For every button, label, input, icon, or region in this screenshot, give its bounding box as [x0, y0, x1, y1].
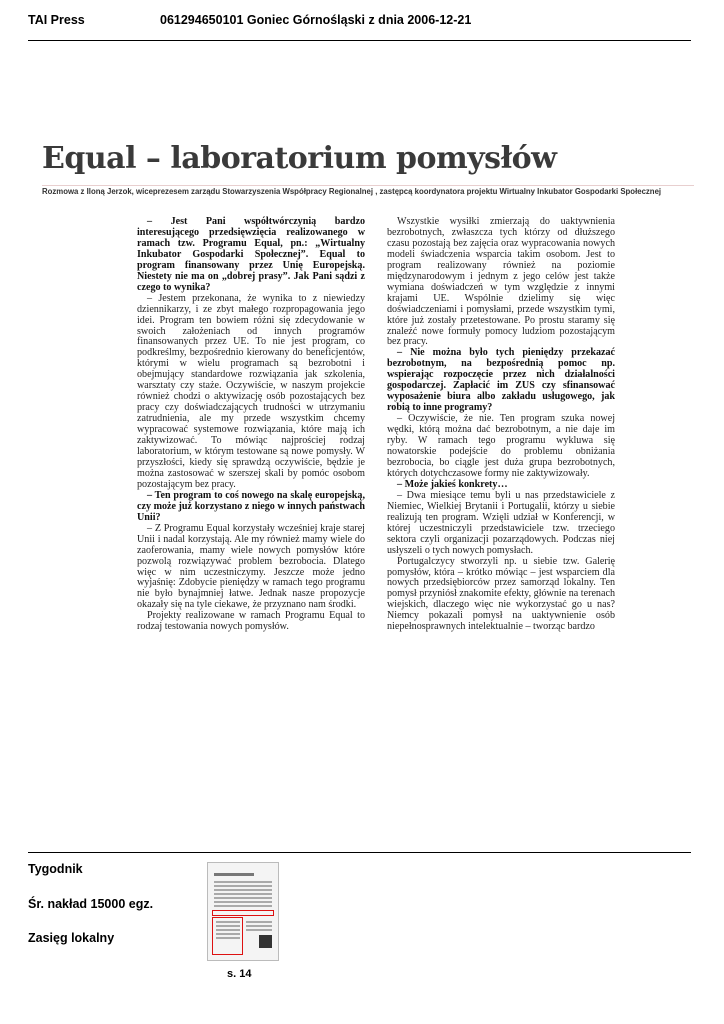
frequency-label: Tygodnik: [28, 862, 83, 876]
title-divider: [42, 185, 694, 186]
header-divider: [28, 40, 691, 41]
footer-divider: [28, 852, 691, 853]
thumb-line: [214, 889, 272, 891]
thumb-title-line: [214, 873, 254, 876]
thumb-line: [216, 933, 240, 935]
paragraph: Portugalczycy stworzyli np. u siebie tzw. Galerię pomysłów, która – krótko mówiąc – jest wsparciem dla nowych przedsiębiorców przez samorząd lokalny. Ten pomysł przyniósł znakomite efekty, głównie na terenach wiejskich, dlaczego więc nie wykorzystać go u nas? Niemcy pokazali pomysł na uaktywnienie osób niepełnosprawnych intelektualnie – tworząc bardzo: [387, 555, 615, 633]
circulation-label: Śr. nakład 15000 egz.: [28, 897, 154, 911]
press-clipping: [28, 135, 694, 795]
thumb-image: [259, 935, 272, 948]
article-subtitle: Rozmowa z Iloną Jerzok, wiceprezesem zarządu Stowarzyszenia Współpracy Regionalnej , zastępcą koordynatora projektu Wirtualny Inkubator Gospodarki Społecznej: [42, 187, 662, 196]
article-title: Equal – laboratorium pomysłów: [42, 141, 557, 176]
paragraph: Wszystkie wysiłki zmierzają do uaktywnienia bezrobotnych, zwłaszcza tych którzy od dłuższego czasu pozostają bez zajęcia oraz wypracowania nowych modeli świadczenia wsparcia takim osobom. Jest to program realizowany również na poziomie międzynarodowym i jednym z jego celów jest także wymiana doświadczeń w tym względzie z innymi krajami UE. Wspólnie dzielimy się więc doświadczeniami i pomysłami, przede wszystkim tymi, które już zostały przetestowane. Po prostu staramy się znaleźć nowe formuły pomocy ludziom pozostającym bez pracy.: [387, 216, 615, 348]
document-header: [28, 13, 691, 33]
paragraph: – Jest Pani współtwórczynią bardzo interesującego przedsięwzięcia realizowanego w ramach tzw. Programu Equal, pn.: „Wirtualny Inkubator Gospodarki Społecznej”. Equal to program finansowany przez Unię Europejską. Niestety nie ma on „dobrej prasy”. Jak Pani sądzi z czego to wynika?: [137, 216, 365, 293]
source-label: TAI Press: [28, 13, 85, 27]
thumb-line: [216, 925, 240, 927]
thumb-line: [214, 897, 272, 899]
thumb-line: [216, 929, 240, 931]
paragraph: Projekty realizowane w ramach Programu Equal to rodzaj testowania nowych pomysłów.: [137, 610, 365, 633]
thumb-line: [246, 925, 272, 927]
thumb-line: [214, 881, 272, 883]
page-number: s. 14: [227, 968, 252, 980]
reach-label: Zasięg lokalny: [28, 931, 115, 945]
right-column: [387, 217, 615, 633]
thumb-line: [216, 921, 240, 923]
thumb-highlight-title: [212, 910, 274, 916]
paragraph: – Dwa miesiące temu byli u nas przedstawiciele z Niemiec, Wielkiej Brytanii i Portugalii, którzy u siebie realizują ten program. Wzięli udział w Konferencji, w której uczestniczyli przedstawiciele tzw. trzeciego sektora czyli organizacji pozarządowych. Podczas niej usłyszeli o tych nowych pomysłach.: [387, 489, 615, 556]
thumb-line: [216, 937, 240, 939]
thumb-line: [214, 905, 272, 907]
paragraph: – Oczywiście, że nie. Ten program szuka nowej wędki, którą można dać bezrobotnym, a nie daje im ryby. W ramach tego programu wykluwa się nowatorskie podejście do problemu obniżania bezrobocia, bo ciągle jest duża grupa bezrobotnych, których dotychczasowe formy nie zaktywizowały.: [387, 413, 615, 479]
paragraph: – Nie można było tych pieniędzy przekazać bezrobotnym, na bezpośrednią pomoc np. wspierając rozpoczęcie przez nich działalności gospodarczej. Zapłacić im ZUS czy sfinansować wyposażenie biura albo zakładu usługowego, jak robią to inne programy?: [387, 347, 615, 414]
left-column: [137, 217, 365, 633]
thumb-line: [214, 901, 272, 903]
page-thumbnail: [207, 862, 279, 961]
reference-label: 061294650101 Goniec Górnośląski z dnia 2006-12-21: [160, 13, 472, 27]
paragraph: – Jestem przekonana, że wynika to z niewiedzy dziennikarzy, i ze zbyt małego rozpropagowania jego idei. Program ten bowiem różni się zdecydowanie w swoich założeniach od innych programów finansowanych przez UE. To nie jest program, co podkreślmy, bezpośrednio kierowany do beneficjentów, którymi w wielu programach są bezrobotni i obejmujący standardowe rozwiązania jak szkolenia, warsztaty czy staże. Oczywiście, w naszym projekcie również chodzi o aktywizację osób pozostających bez pracy czy doświadczających trudności w utrzymaniu zatrudnienia, ale my przede wszystkim chcemy wypracować systemowe rozwiązania, które mają ich zaktywizować. To mówiąc najprościej rodzaj laboratorium, w którym testowane są nowe pomysły. W przyszłości, kiedy się sprawdzą oczywiście, będzie je można zastosować w szerszej skali by pomóc osobom pozostającym bez pracy.: [137, 292, 365, 490]
paragraph: – Może jakieś konkrety…: [397, 478, 508, 490]
paragraph: – Z Programu Equal korzystały wcześniej kraje starej Unii i nadal korzystają. Ale my również mamy wiele do zaoferowania, mamy wiele nowych pomysłów które pozwolą rozwiązywać problem bezrobocia. Dlatego więc w nim uczestniczymy. Jeszcze może jedno wyjaśnię: Zdobycie pieniędzy w ramach tego programu nie było bynajmniej łatwe. Jednak nasze propozycje okazały się na tyle ciekawe, że przyznano nam środki.: [137, 522, 365, 611]
paragraph: – Ten program to coś nowego na skalę europejską, czy może już korzystano z niego w innych państwach Unii?: [137, 489, 365, 523]
thumb-line: [214, 885, 272, 887]
thumb-line: [246, 921, 272, 923]
thumb-line: [246, 929, 272, 931]
thumb-line: [214, 893, 272, 895]
